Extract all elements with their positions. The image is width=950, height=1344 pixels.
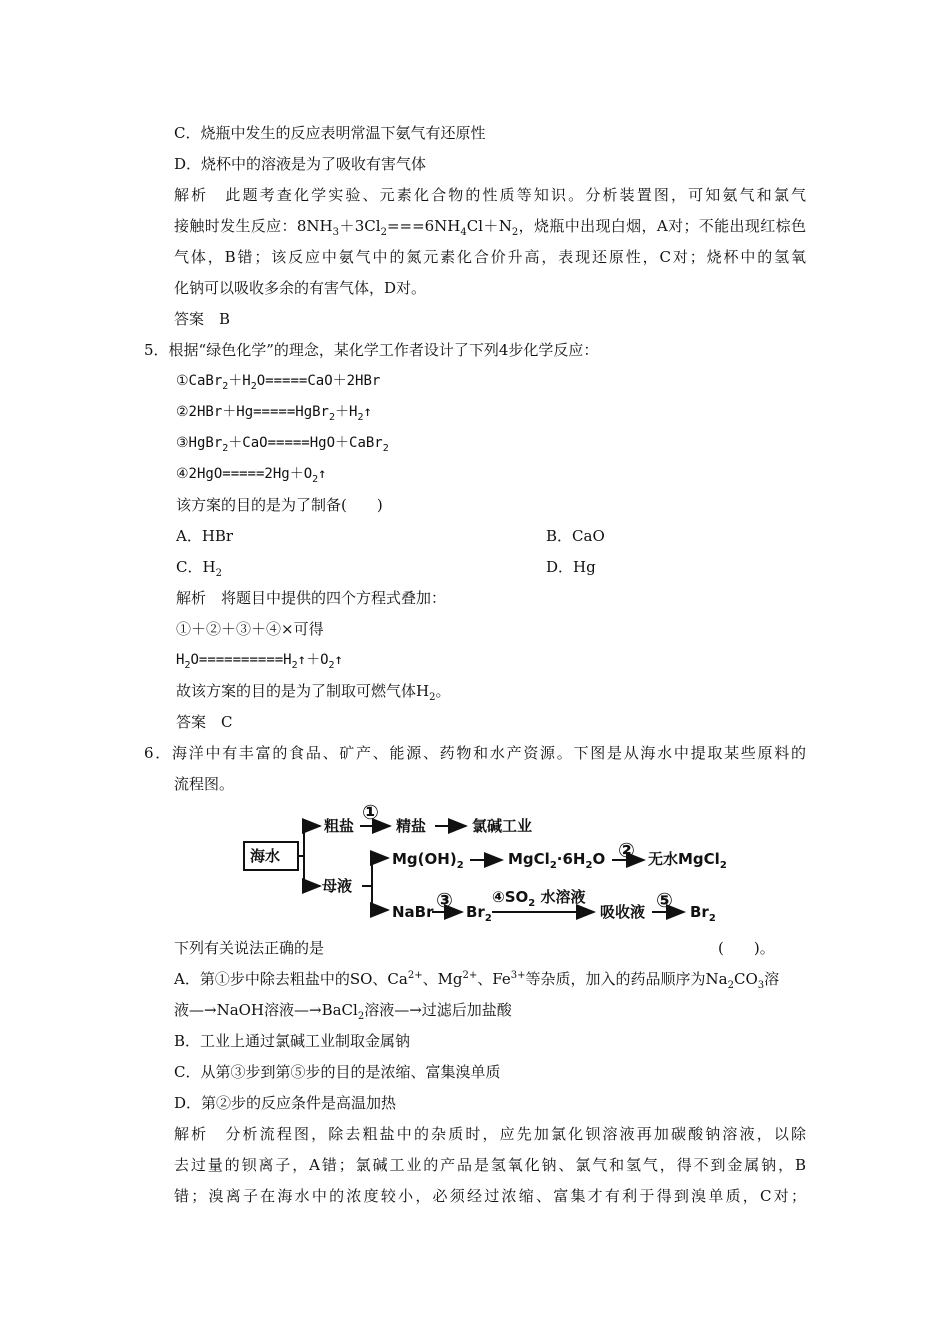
q6-stem-line-2: 流程图。: [174, 775, 235, 793]
step-2-label: ②: [618, 838, 635, 862]
q4-analysis-line-3: 气体，B错；该反应中氨气中的氮元素化合价升高，表现还原性，C对；烧杯中的氢氧: [174, 248, 806, 266]
q6-analysis-line-3: 错；溴离子在海水中的浓度较小，必须经过浓缩、富集才有利于得到溴单质，C对；: [174, 1187, 806, 1205]
node-absorption-liquid: 吸收液: [600, 903, 646, 921]
node-refined-salt: 精盐: [396, 817, 427, 835]
step-4-label: $④SO_2$ 水溶液: [492, 888, 586, 909]
q5-option-a: A．HBr: [176, 527, 234, 545]
q5-option-c: C．$H_2$: [176, 558, 222, 579]
q4-analysis-line-1: 解析 此题考查化学实验、元素化合物的性质等知识。分析装置图，可知氨气和氯气: [174, 186, 806, 204]
q5-analysis-line-4: 故该方案的目的是为了制取可燃气体$H_2$。: [176, 682, 451, 703]
node-seawater: 海水: [250, 847, 281, 865]
q4-option-c: C．烧瓶中发生的反应表明常温下氨气有还原性: [174, 124, 486, 142]
q6-answer-paren: ( )。: [718, 939, 775, 957]
q5-stem: 5．根据“绿色化学”的理念，某化学工作者设计了下列4步化学反应：: [144, 341, 599, 359]
q6-stem-line-1: 6．海洋中有丰富的食品、矿产、能源、药物和水产资源。下图是从海水中提取某些原料的: [144, 744, 806, 762]
node-crude-salt: 粗盐: [324, 817, 355, 835]
q5-reaction-1: $①CaBr_2+H_2O=====CaO+2HBr$: [176, 373, 381, 392]
q6-analysis-line-1: 解析 分析流程图，除去粗盐中的杂质时，应先加氯化钡溶液再加碳酸钠溶液，以除: [174, 1125, 806, 1143]
node-mgoh2: $Mg(OH)_2$: [392, 850, 464, 871]
q5-question: 该方案的目的是为了制备( ): [176, 496, 383, 514]
q5-analysis-line-1: 解析 将题目中提供的四个方程式叠加：: [176, 589, 447, 607]
q5-reaction-3: ③HgBr$_2$＋CaO=====HgO＋CaBr$_2$: [176, 435, 389, 454]
q5-reaction-2: $②2HBr+Hg=====HgBr_2+H_2↑$: [176, 404, 372, 423]
node-nabr: NaBr: [392, 903, 434, 921]
node-mother-liquor: 母液: [322, 877, 353, 895]
q6-question: 下列有关说法正确的是: [174, 939, 325, 957]
q4-analysis-line-2: 接触时发生反应：$8NH_3+3Cl_2===6NH_4Cl+N_2$，烧瓶中出现白烟，A对；不能出现红棕色: [174, 217, 806, 238]
node-br2-final: $Br_2$: [690, 903, 716, 924]
node-mgcl2-hydrate: $MgCl_2\cdot 6H_2O$: [508, 850, 606, 871]
q6-option-a-line-1: A．第①步中除去粗盐中的SO、$Ca^{2+}$、$Mg^{2+}$、$Fe^{3+}$等杂质，加入的药品顺序为$Na_2CO_3$溶: [174, 970, 780, 991]
q6-option-d: D．第②步的反应条件是高温加热: [174, 1094, 397, 1112]
node-br2: $Br_2$: [466, 903, 492, 924]
step-3-label: ③: [436, 888, 453, 912]
q5-reaction-4: $④2HgO=====2Hg+O_2↑$: [176, 466, 327, 485]
q5-analysis-line-2: ①＋②＋③＋④×可得: [176, 620, 324, 638]
seawater-flowchart: [240, 800, 760, 930]
q5-option-b: B．CaO: [546, 527, 605, 545]
node-anhydrous-mgcl2: 无水MgCl$_2$: [648, 850, 727, 871]
q4-analysis-line-4: 化钠可以吸收多余的有害气体，D对。: [174, 279, 427, 297]
q5-option-d: D．Hg: [546, 558, 596, 576]
q6-option-a-line-2: 液—→NaOH溶液—→BaCl$_2$溶液—→过滤后加盐酸: [174, 1001, 512, 1022]
q6-option-b: B．工业上通过氯碱工业制取金属钠: [174, 1032, 411, 1050]
q6-analysis-line-2: 去过量的钡离子，A错；氯碱工业的产品是氢氧化钠、氯气和氢气，得不到金属钠，B: [174, 1156, 806, 1174]
q4-answer: 答案 B: [174, 310, 231, 328]
q4-option-d: D．烧杯中的溶液是为了吸收有害气体: [174, 155, 427, 173]
step-5-label: ⑤: [656, 888, 673, 912]
node-chlor-alkali: 氯碱工业: [472, 817, 533, 835]
q5-analysis-line-3: $H_2O==========H_2↑+O_2↑$: [176, 652, 343, 671]
step-1-label: ①: [362, 800, 379, 824]
q5-answer: 答案 C: [176, 713, 233, 731]
q6-option-c: C．从第③步到第⑤步的目的是浓缩、富集溴单质: [174, 1063, 501, 1081]
